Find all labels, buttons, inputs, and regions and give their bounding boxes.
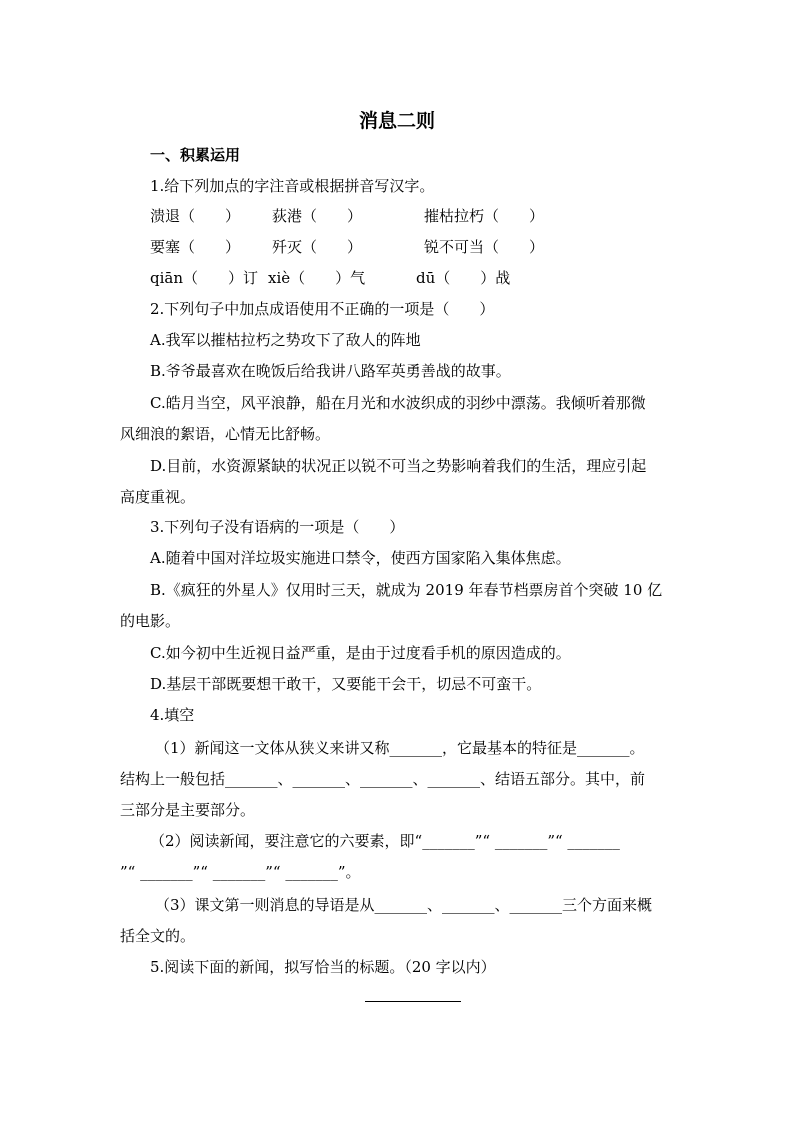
q4-part-1-cont: 结构上一般包括_______、_______、_______、_______、结语五部分。其中，前 <box>120 770 646 788</box>
q1-item: 荻港（ ） <box>272 207 363 225</box>
q4-part-2-cont: ”“ _______”“ _______”“ _______”。 <box>120 863 361 881</box>
q1-item: 锐不可当（ ） <box>424 238 545 256</box>
question-5-stem: 5.阅读下面的新闻，拟写恰当的标题。（20 字以内） <box>150 958 496 976</box>
q3-option-a: A.随着中国对洋垃圾实施进口禁令，使西方国家陷入集体焦虑。 <box>150 549 571 567</box>
q2-option-c-cont: 风细浪的絮语，心情无比舒畅。 <box>120 425 331 443</box>
q4-part-2: （2）阅读新闻，要注意它的六要素，即“_______”“ _______”“ _______ <box>150 832 620 850</box>
q1-item: 歼灭（ ） <box>272 238 363 256</box>
question-2-stem: 2.下列句子中加点成语使用不正确的一项是（ ） <box>150 300 495 318</box>
question-4-stem: 4.填空 <box>150 706 195 724</box>
q4-part-1-cont: 三部分是主要部分。 <box>120 801 256 819</box>
q1-item: xiè（ ）气 <box>268 269 366 287</box>
q1-item: 要塞（ ） <box>150 238 241 256</box>
answer-blank-line <box>365 1001 461 1002</box>
q2-option-b: B.爷爷最喜欢在晚饭后给我讲八路军英勇善战的故事。 <box>150 362 511 380</box>
q1-item: 溃退（ ） <box>150 207 241 225</box>
q3-option-b-cont: 的电影。 <box>120 612 181 630</box>
q2-option-a: A.我军以摧枯拉朽之势攻下了敌人的阵地 <box>150 331 421 349</box>
section-heading: 一、积累运用 <box>150 146 241 164</box>
document-title: 消息二则 <box>358 110 435 132</box>
q4-part-1: （1）新闻这一文体从狭义来讲又称_______，它最基本的特征是_______。 <box>155 739 645 757</box>
question-1-stem: 1.给下列加点的字注音或根据拼音写汉字。 <box>150 177 435 195</box>
q4-part-3-cont: 括全文的。 <box>120 927 196 945</box>
q2-option-c: C.皓月当空，风平浪静，船在月光和水波织成的羽纱中漂荡。我倾听着那微 <box>150 394 646 412</box>
q3-option-d: D.基层干部既要想干敢干，又要能干会干，切忌不可蛮干。 <box>150 675 542 693</box>
q2-option-d: D.目前，水资源紧缺的状况正以锐不可当之势影响着我们的生活，理应引起 <box>150 457 647 475</box>
q1-item: 摧枯拉朽（ ） <box>424 207 545 225</box>
q3-option-b: B.《疯狂的外星人》仅用时三天，就成为 2019 年春节档票房首个突破 10 亿 <box>150 581 663 599</box>
q2-option-d-cont: 高度重视。 <box>120 488 196 506</box>
q3-option-c: C.如今初中生近视日益严重，是由于过度看手机的原因造成的。 <box>150 644 571 662</box>
q1-item: dū（ ）战 <box>416 269 511 287</box>
question-3-stem: 3.下列句子没有语病的一项是（ ） <box>150 518 405 536</box>
q4-part-3: （3）课文第一则消息的导语是从_______、_______、_______三个方面来概 <box>155 896 653 914</box>
q1-item: qiān（ ）订 <box>150 269 259 287</box>
